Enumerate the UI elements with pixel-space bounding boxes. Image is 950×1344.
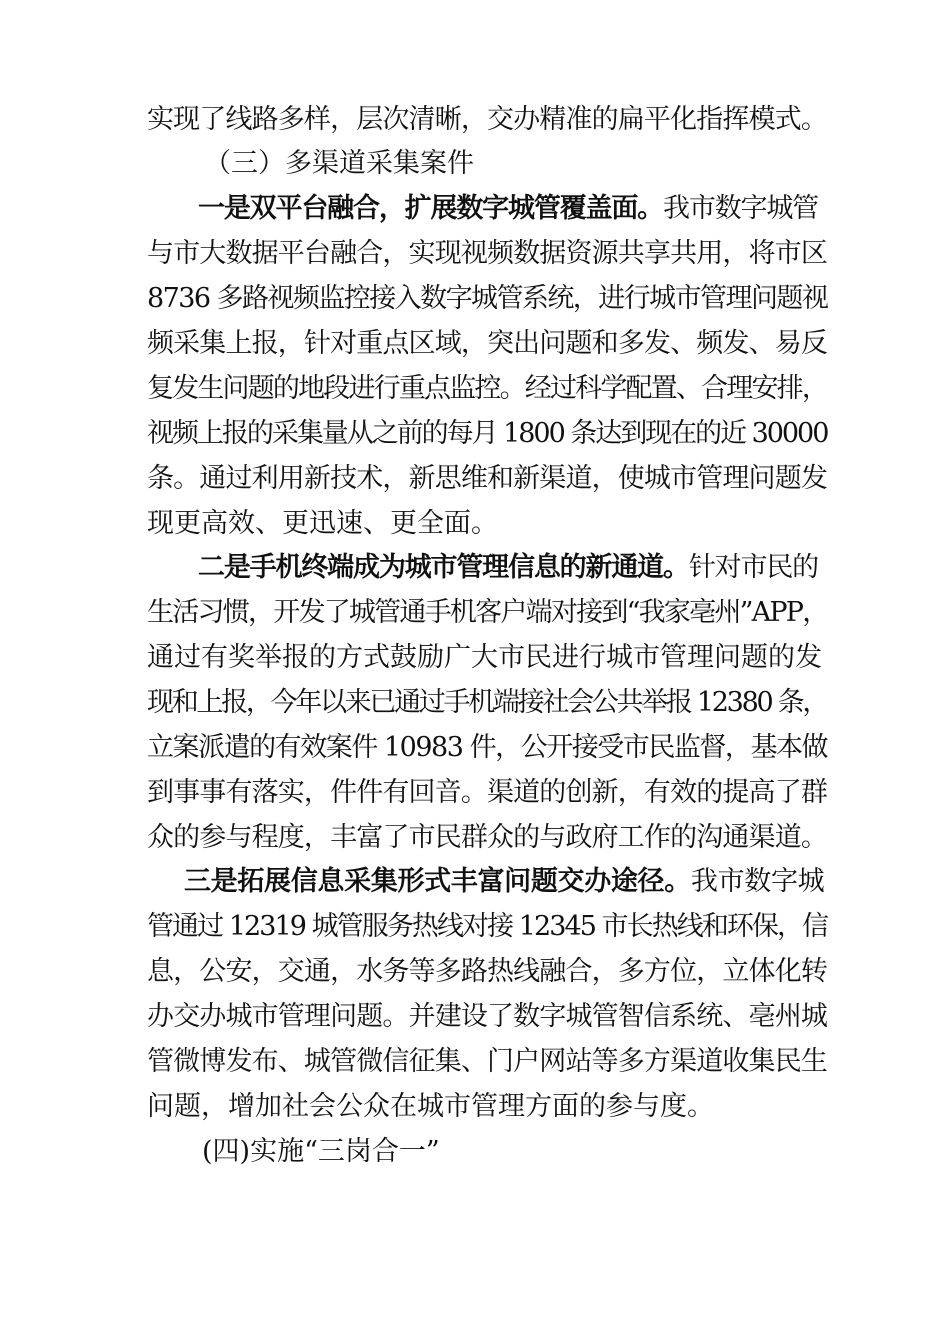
section-heading: (四)实施“三岗合一” xyxy=(202,1136,440,1167)
text-line: 视频上报的采集量从之前的每月 1800 条达到现在的近 30000 xyxy=(147,418,828,449)
paragraph-lead-line: 三是拓展信息采集形式丰富问题交办途径。我市数字城 xyxy=(184,866,825,897)
text-line: 息，公安，交通，水务等多路热线融合，多方位，立体化转 xyxy=(147,956,827,987)
text-line: 实现了线路多样，层次清晰，交办精准的扁平化指挥模式。 xyxy=(147,104,827,135)
text-line: 频采集上报，针对重点区域，突出问题和多发、频发、易反 xyxy=(147,328,827,359)
text-line: 条。通过利用新技术，新思维和新渠道，使城市管理问题发 xyxy=(147,463,827,494)
text-line: 问题，增加社会公众在城市管理方面的参与度。 xyxy=(147,1091,714,1122)
text-line: 众的参与程度，丰富了市民群众的与政府工作的沟通渠道。 xyxy=(147,822,827,853)
text-line: 生活习惯，开发了城管通手机客户端对接到“我家亳州”APP， xyxy=(147,597,828,628)
text-line: 现更高效、更迅速、更全面。 xyxy=(147,508,498,539)
text-line: 管通过 12319 城管服务热线对接 12345 市长热线和环保，信 xyxy=(147,911,828,942)
paragraph-lead-line: 二是手机终端成为城市管理信息的新通道。针对市民的 xyxy=(198,552,819,583)
text-line: 到事事有落实，件件有回音。渠道的创新，有效的提高了群 xyxy=(147,777,827,808)
text-line: 管微博发布、城管微信征集、门户网站等多方渠道收集民生 xyxy=(147,1046,827,1077)
text-line: 立案派遣的有效案件 10983 件，公开接受市民监督，基本做 xyxy=(147,732,828,763)
paragraph-lead-line: 一是双平台融合，扩展数字城管覆盖面。我市数字城管 xyxy=(198,193,818,224)
text-line: 办交办城市管理问题。并建设了数字城管智信系统、亳州城 xyxy=(147,1001,827,1032)
text-line: 与市大数据平台融合，实现视频数据资源共享共用，将市区 xyxy=(147,238,827,269)
text-line: 通过有奖举报的方式鼓励广大市民进行城市管理问题的发 xyxy=(147,642,822,673)
text-line: 现和上报，今年以来已通过手机端接社会公共举报 12380 条， xyxy=(147,687,828,718)
section-heading: （三）多渠道采集案件 xyxy=(204,148,474,179)
text-line: 8736 多路视频监控接入数字城管系统，进行城市管理问题视 xyxy=(147,283,828,314)
text-line: 复发生问题的地段进行重点监控。经过科学配置、合理安排， xyxy=(147,373,827,404)
